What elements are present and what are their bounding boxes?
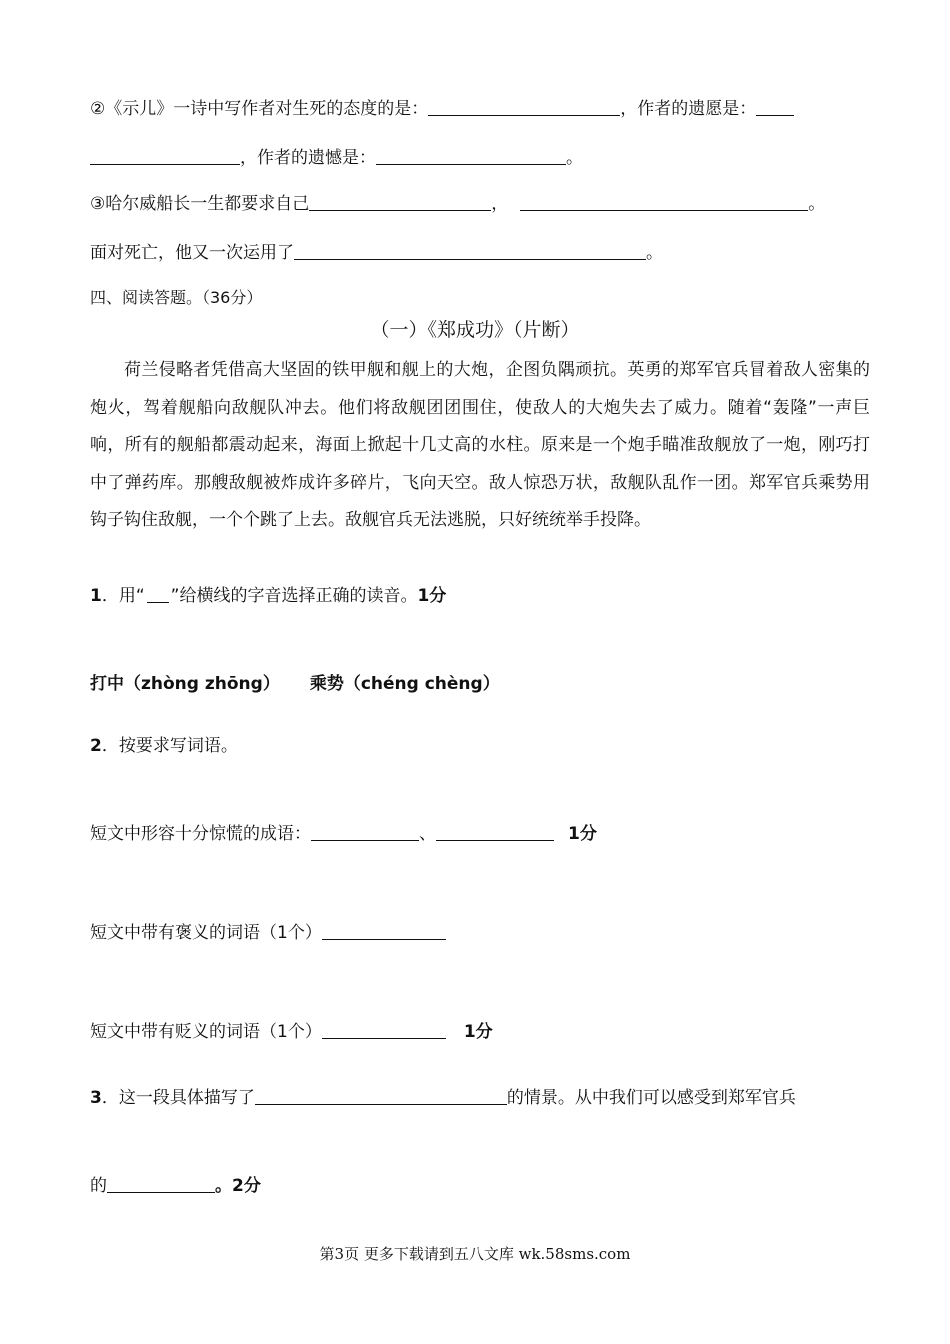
- pinyin-option-1[interactable]: 打中（zhòng zhōng）: [90, 674, 280, 694]
- question-2-number: 2: [90, 736, 102, 756]
- question-3-score: 。2分: [215, 1176, 261, 1196]
- question-1-options: [90, 672, 500, 696]
- answer-blank[interactable]: [309, 192, 491, 211]
- question-2-item-1: [90, 822, 597, 846]
- review-q3-line1: [90, 192, 825, 216]
- passage-text: 荷兰侵略者凭借高大坚固的铁甲舰和舰上的大炮，企图负隅顽抗。英勇的郑军官兵冒着敌人密集的炮火，驾着舰船向敌舰队冲去。他们将敌舰团团围住，使敌人的大炮失去了威力。随着“轰隆”一声巨响，所有的舰船都震动起来，海面上掀起十几丈高的水柱。原来是一个炮手瞄准敌舰放了一炮，刚巧打中了弹药库。那艘敌舰被炸成许多碎片，飞向天空。敌人惊恐万状，敌舰队乱作一团。郑军官兵乘势用钩子钩住敌舰，一个个跳了上去。敌舰官兵无法逃脱，只好统统举手投降。: [90, 360, 870, 530]
- review-q2-line1: [90, 97, 794, 121]
- question-1-number: 1: [90, 586, 102, 606]
- question-2-item-3: [90, 1020, 493, 1044]
- pinyin-option-2[interactable]: 乘势（chéng chèng）: [309, 674, 500, 694]
- question-2-item-2: [90, 921, 446, 945]
- answer-blank[interactable]: [107, 1174, 215, 1193]
- review-q3-line2: [90, 241, 663, 265]
- underline-sample: [147, 584, 169, 603]
- review-q2-text2: ，作者的遗愿是：: [620, 99, 757, 119]
- answer-blank[interactable]: [428, 97, 620, 116]
- answer-blank[interactable]: [520, 192, 808, 211]
- question-3-line-2: [90, 1174, 261, 1198]
- review-q2-text3: ，作者的遗憾是：: [240, 148, 376, 168]
- item-2-text: 短文中带有褒义的词语（1个）: [90, 923, 322, 943]
- review-q3-text1: ③哈尔威船长一生都要求自己: [90, 194, 310, 214]
- answer-blank[interactable]: [255, 1086, 507, 1105]
- review-q3-text4: 面对死亡，他又一次运用了: [90, 243, 294, 263]
- section-heading: 四、阅读答题。（36分）: [90, 288, 263, 307]
- question-3-text-b: 的情景。从中我们可以感受到郑军官兵: [506, 1088, 796, 1108]
- item-1-score: 1分: [568, 824, 597, 844]
- question-1-text-a: ．用“: [101, 586, 145, 606]
- answer-blank[interactable]: [436, 822, 554, 841]
- item-1-text: 短文中形容十分惊慌的成语：: [90, 824, 311, 844]
- answer-blank[interactable]: [756, 97, 794, 116]
- question-3-number: 3: [90, 1088, 102, 1108]
- question-2-text: ．按要求写词语。: [101, 736, 238, 756]
- passage-title: （一）《郑成功》（片断）: [370, 319, 580, 341]
- question-1-text-b: ”给横线的字音选择正确的读音。: [170, 586, 418, 606]
- review-q3-text3: 。: [808, 194, 826, 214]
- page-footer: 第3页 更多下载请到五八文库 wk.58sms.com: [319, 1245, 631, 1263]
- item-3-text: 短文中带有贬义的词语（1个）: [90, 1022, 322, 1042]
- answer-blank[interactable]: [90, 146, 240, 165]
- answer-blank[interactable]: [311, 822, 419, 841]
- item-3-score: 1分: [463, 1022, 493, 1042]
- review-q2-text1: ②《示儿》一诗中写作者对生死的态度的是：: [90, 99, 429, 119]
- question-2: [90, 734, 238, 758]
- question-3-line2-a: 的: [90, 1176, 107, 1196]
- question-3-text-a: ．这一段具体描写了: [101, 1088, 255, 1108]
- answer-blank[interactable]: [322, 1020, 446, 1039]
- question-1: [90, 584, 446, 608]
- review-q2-line2: [90, 146, 583, 170]
- question-3: [90, 1086, 796, 1110]
- item-1-separator: 、: [419, 824, 436, 844]
- review-q2-text4: 。: [566, 148, 583, 168]
- answer-blank[interactable]: [376, 146, 566, 165]
- answer-blank[interactable]: [294, 241, 646, 260]
- review-q3-text5: 。: [646, 243, 663, 263]
- answer-blank[interactable]: [322, 921, 446, 940]
- review-q3-text2: ，: [491, 194, 509, 214]
- question-1-score: 1分: [417, 586, 447, 606]
